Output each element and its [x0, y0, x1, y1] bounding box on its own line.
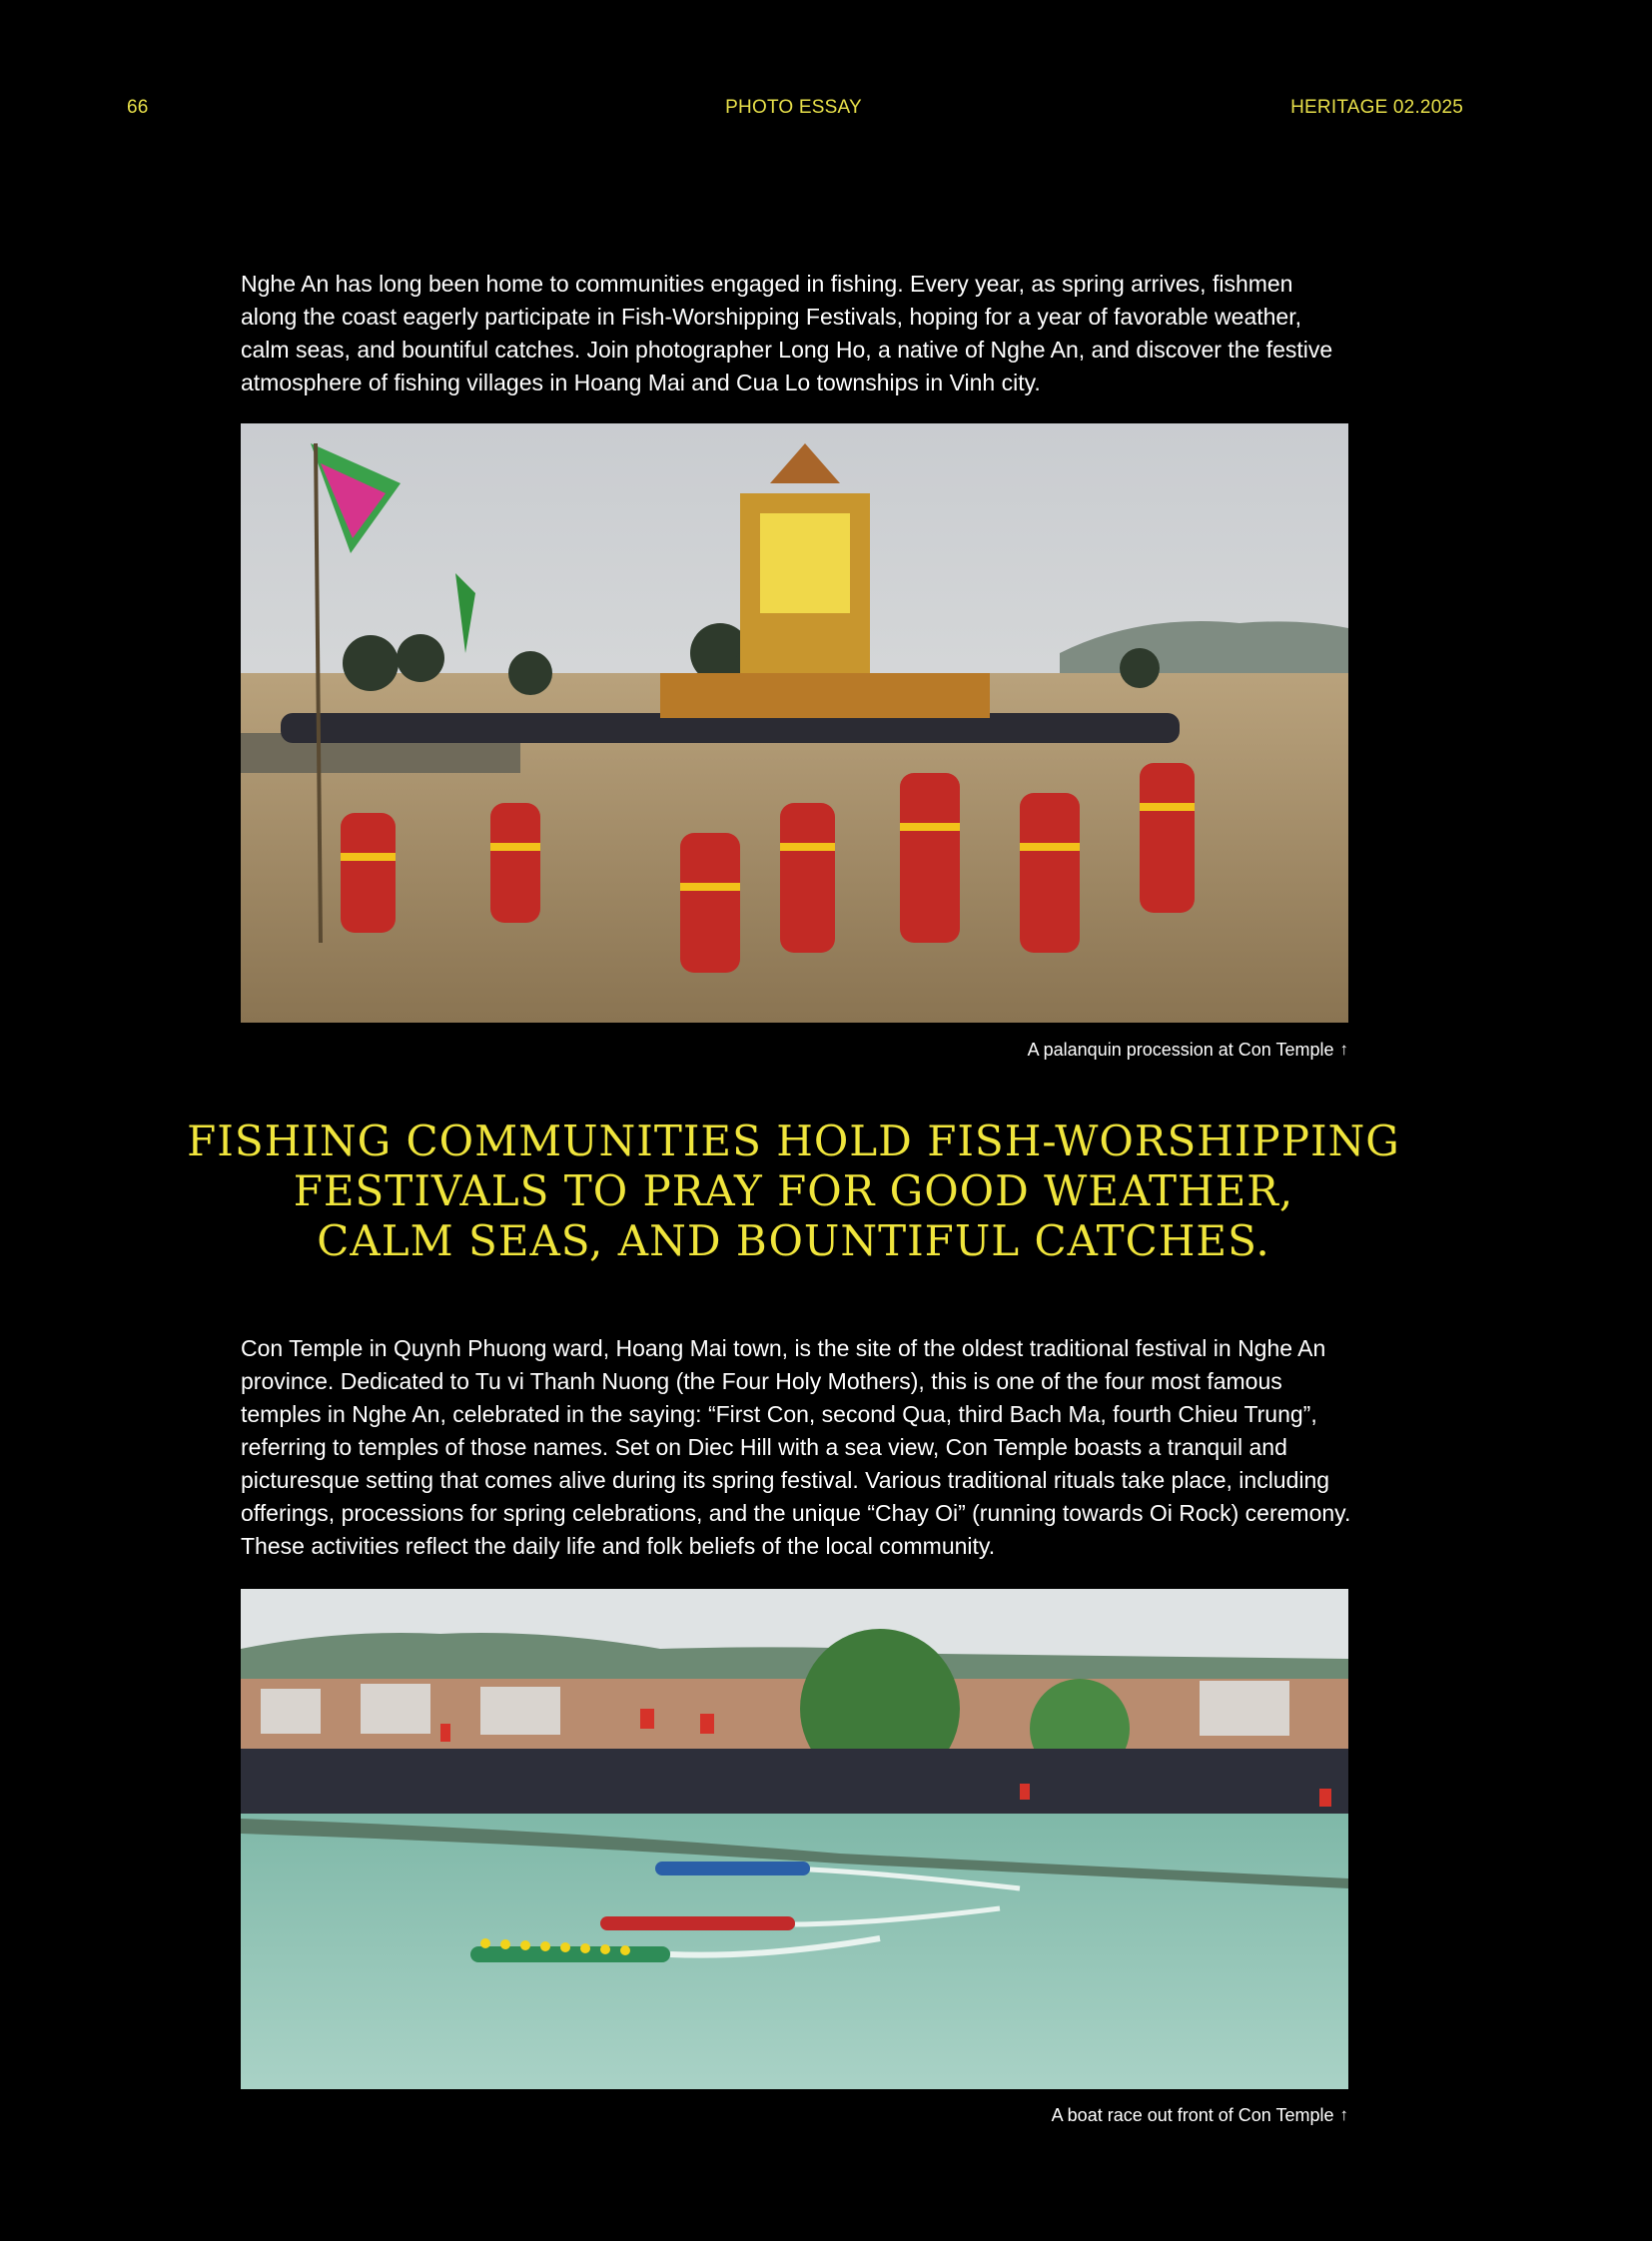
body-paragraph: Con Temple in Quynh Phuong ward, Hoang Mai town, is the site of the oldest traditional festival in Nghe An province. Dedicated to Tu vi Thanh Nuong (the Four Holy Mothers), this is one of the four most famous temples in Nghe An, celebrated in the saying: “First Con, second Qua, third Bach Ma, fourth Chieu Trung”, referring to temples of those names. Set on Diec Hill with a sea view, Con Temple boasts a tranquil and picturesque setting that comes alive during its spring festival. Various traditional rituals take place, including offerings, processions for spring celebrations, and the unique “Chay Oi” (running towards Oi Rock) ceremony. These activities reflect the daily life and folk beliefs of the local community. [241, 1335, 1351, 1559]
intro-paragraph: Nghe An has long been home to communities engaged in fishing. Every year, as spring arrives, fishmen along the coast eagerly participate in Fish-Worshipping Festivals, hoping for a year of favorable weather, calm seas, and bountiful catches. Join photographer Long Ho, a native of Nghe An, and discover the festive atmosphere of fishing villages in Hoang Mai and Cua Lo townships in Vinh city. [241, 271, 1333, 395]
arrow-up-icon: ↑ [1339, 2105, 1348, 2124]
arrow-up-icon: ↑ [1339, 1040, 1348, 1059]
photo-caption-1 [1028, 1039, 1348, 1061]
section-title: PHOTO ESSAY [725, 97, 862, 118]
caption-text: A boat race out front of Con Temple [1051, 2105, 1334, 2125]
issue-label: HERITAGE 02.2025 [1290, 97, 1463, 118]
pull-quote [0, 1117, 1587, 1266]
photo-caption-2 [1052, 2104, 1348, 2126]
pull-quote-line: FESTIVALS TO PRAY FOR GOOD WEATHER, [293, 1166, 1294, 1215]
page-number: 66 [127, 97, 149, 118]
palanquin-procession-photo [241, 423, 1348, 1023]
pull-quote-line: FISHING COMMUNITIES HOLD FISH-WORSHIPPING [187, 1117, 1400, 1165]
caption-text: A palanquin procession at Con Temple [1027, 1040, 1334, 1060]
boat-race-photo [241, 1589, 1348, 2089]
pull-quote-line: CALM SEAS, AND BOUNTIFUL CATCHES. [317, 1216, 1270, 1265]
